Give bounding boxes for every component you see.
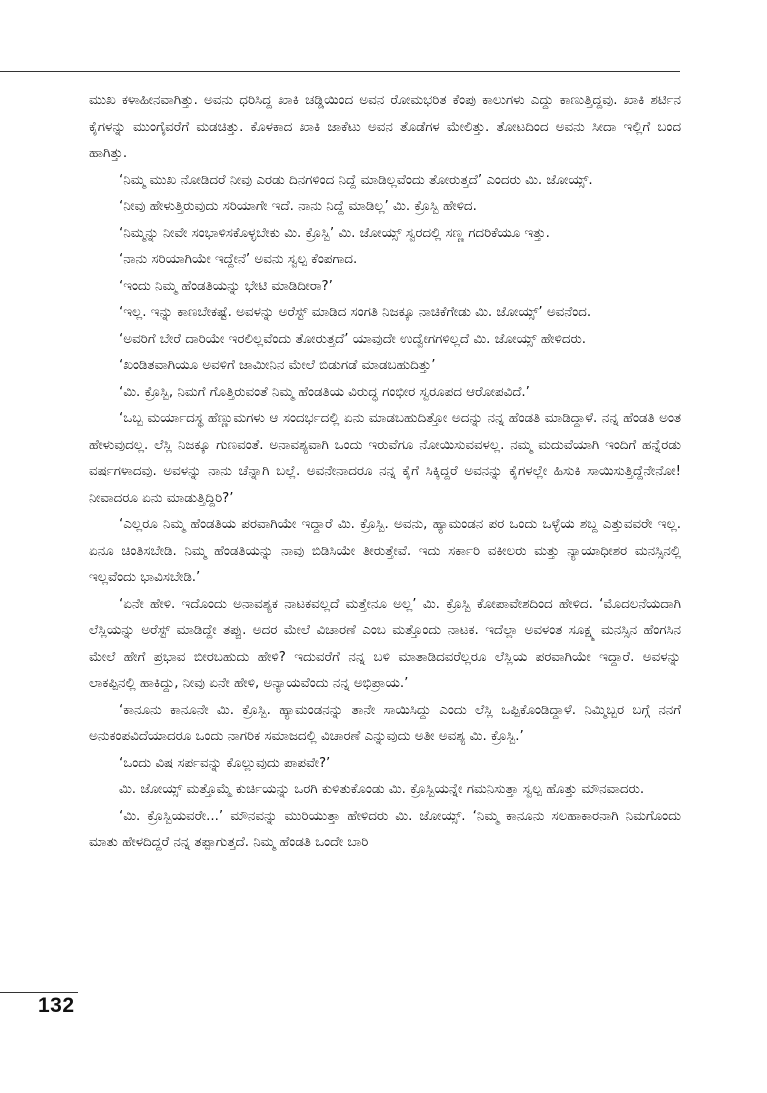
paragraph: ‘ಕಾನೂನು ಕಾನೂನೇ ಮಿ. ಕ್ರೊಸ್ಬಿ. ಹ್ಯಾಮಂಡನನ್ನು ತಾನೇ ಸಾಯಿಸಿದ್ದು ಎಂದು ಲೆಸ್ಲಿ ಒಪ್ಪಿಕೊಂಡಿದ್ದಾಳೆ. ನಿಮ್ಮಿಬ್ಬರ ಬಗ್ಗೆ ನನಗೆ ಅನುಕಂಪವಿದೆಯಾದರೂ ಒಂದು ನಾಗರಿಕ ಸಮಾಜದಲ್ಲಿ ವಿಚಾರಣೆ ಎನ್ನುವುದು ಅತೀ ಅವಶ್ಯ ಮಿ. ಕ್ರೊಸ್ಬಿ.’	[89, 702, 681, 744]
paragraph: ‘ಮಿ. ಕ್ರೊಸ್ಬಿಯವರೇ...’ ಮೌನವನ್ನು ಮುರಿಯುತ್ತಾ ಹೇಳಿದರು ಮಿ. ಜೋಯ್ಸ್. ‘ನಿಮ್ಮ ಕಾನೂನು ಸಲಹಾಕಾರನಾಗಿ ನಿಮಗೊಂದು ಮಾತು ಹೇಳದಿದ್ದರೆ ನನ್ನ ತಪ್ಪಾಗುತ್ತದೆ. ನಿಮ್ಮ ಹೆಂಡತಿ ಒಂದೇ ಬಾರಿ	[89, 808, 681, 850]
paragraph: ‘ನಿಮ್ಮ ಮುಖ ನೋಡಿದರೆ ನೀವು ಎರಡು ದಿನಗಳಿಂದ ನಿದ್ದೆ ಮಾಡಿಲ್ಲವೆಂದು ತೋರುತ್ತದೆ’ ಎಂದರು ಮಿ. ಜೋಯ್ಸ್.	[119, 172, 593, 188]
paragraph: ‘ಖಂಡಿತವಾಗಿಯೂ ಅವಳಿಗೆ ಜಾಮೀನಿನ ಮೇಲೆ ಬಿಡುಗಡೆ ಮಾಡಬಹುದಿತ್ತು’	[119, 358, 436, 373]
footer-rule	[0, 992, 78, 993]
paragraph: ‘ಎಲ್ಲರೂ ನಿಮ್ಮ ಹೆಂಡತಿಯ ಪರವಾಗಿಯೇ ಇದ್ದಾರೆ ಮಿ. ಕ್ರೊಸ್ಬಿ. ಅವನು, ಹ್ಯಾಮಂಡನ ಪರ ಒಂದು ಒಳ್ಳೆಯ ಶಬ್ದ ಎತ್ತುವವರೇ ಇಲ್ಲ. ಏನೂ ಚಿಂತಿಸಬೇಡಿ. ನಿಮ್ಮ ಹೆಂಡತಿಯನ್ನು ನಾವು ಬಿಡಿಸಿಯೇ ತೀರುತ್ತೇವೆ. ಇದು ಸರ್ಕಾರಿ ವಕೀಲರು ಮತ್ತು ನ್ಯಾಯಾಧೀಶರ ಮನಸ್ಸಿನಲ್ಲಿ ಇಲ್ಲವೆಂದು ಭಾವಿಸಬೇಡಿ.’	[89, 517, 681, 585]
paragraph: ಮುಖ ಕಳಾಹೀನವಾಗಿತ್ತು. ಅವನು ಧರಿಸಿದ್ದ ಖಾಕಿ ಚಡ್ಡಿಯಿಂದ ಅವನ ರೋಮಭರಿತ ಕೆಂಪು ಕಾಲುಗಳು ಎದ್ದು ಕಾಣುತ್ತಿದ್ದವು. ಖಾಕಿ ಶರ್ಟಿನ ಕೈಗಳನ್ನು ಮುಂಗೈವರೆಗೆ ಮಡಚಿತ್ತು. ಕೊಳಕಾದ ಖಾಕಿ ಜಾಕೆಟು ಅವನ ತೊಡೆಗಳ ಮೇಲಿತ್ತು. ತೋಟದಿಂದ ಅವನು ಸೀದಾ ಇಲ್ಲಿಗೆ ಬಂದ ಹಾಗಿತ್ತು.	[89, 93, 681, 161]
paragraph: ಮಿ. ಜೋಯ್ಸ್ ಮತ್ತೊಮ್ಮೆ ಕುರ್ಚಿಯನ್ನು ಒರಗಿ ಕುಳಿತುಕೊಂಡು ಮಿ. ಕ್ರೊಸ್ಬಿಯನ್ನೇ ಗಮನಿಸುತ್ತಾ ಸ್ವಲ್ಪ ಹೊತ್ತು ಮೌನವಾದರು.	[119, 782, 645, 797]
paragraph: ‘ನಾನು ಸರಿಯಾಗಿಯೇ ಇದ್ದೇನೆ’ ಅವನು ಸ್ವಲ್ಪ ಕೆಂಪಗಾದ.	[119, 252, 358, 267]
paragraph: ‘ಒಂದು ವಿಷ ಸರ್ಪವನ್ನು ಕೊಲ್ಲುವುದು ಪಾಪವೇ?’	[119, 755, 331, 771]
paragraph: ‘ಒಬ್ಬ ಮರ್ಯಾದಸ್ಥ ಹೆಣ್ಣುಮಗಳು ಆ ಸಂದರ್ಭದಲ್ಲಿ ಏನು ಮಾಡಬಹುದಿತ್ತೋ ಅದನ್ನು ನನ್ನ ಹೆಂಡತಿ ಮಾಡಿದ್ದಾಳೆ. ನನ್ನ ಹೆಂಡತಿ ಅಂತ ಹೇಳುವುದಲ್ಲ. ಲೆಸ್ಲಿ ನಿಜಕ್ಕೂ ಗುಣವಂತೆ. ಅನಾವಶ್ಯವಾಗಿ ಒಂದು ಇರುವೆಗೂ ನೋಯಿಸುವವಳಲ್ಲ. ನಮ್ಮ ಮದುವೆಯಾಗಿ ಇಂದಿಗೆ ಹನ್ನೆರಡು ವರ್ಷಗಳಾದವು. ಅವಳನ್ನು ನಾನು ಚೆನ್ನಾಗಿ ಬಲ್ಲೆ. ಅವನೇನಾದರೂ ನನ್ನ ಕೈಗೆ ಸಿಕ್ಕಿದ್ದರೆ ಅವನನ್ನು ಕೈಗಳಲ್ಲೇ ಹಿಸುಕಿ ಸಾಯಿಸುತ್ತಿದ್ದೆನೇನೋ! ನೀವಾದರೂ ಏನು ಮಾಡುತ್ತಿದ್ದಿರಿ?’	[89, 411, 681, 506]
paragraph: ‘ನಿಮ್ಮನ್ನು ನೀವೇ ಸಂಭಾಳಿಸಕೊಳ್ಳಬೇಕು ಮಿ. ಕ್ರೊಸ್ಬಿ’ ಮಿ. ಜೋಯ್ಸ್ ಸ್ವರದಲ್ಲಿ ಸಣ್ಣ ಗದರಿಕೆಯೂ ಇತ್ತು.	[119, 225, 550, 241]
body-text	[89, 88, 681, 988]
paragraph: ‘ಮಿ. ಕ್ರೊಸ್ಬಿ, ನಿಮಗೆ ಗೊತ್ತಿರುವಂತೆ ನಿಮ್ಮ ಹೆಂಡತಿಯ ವಿರುದ್ಧ ಗಂಭೀರ ಸ್ವರೂಪದ ಆರೋಪವಿದೆ.’	[119, 384, 530, 400]
page-number: 132	[38, 994, 75, 1017]
header-rule	[0, 71, 680, 72]
paragraph: ‘ಇಲ್ಲ. ಇನ್ನು ಕಾಣಬೇಕಷ್ಟೆ. ಅವಳನ್ನು ಅರೆಸ್ಟ್ ಮಾಡಿದ ಸಂಗತಿ ನಿಜಕ್ಕೂ ನಾಚಿಕೆಗೇಡು ಮಿ. ಜೋಯ್ಸ್’ ಅವನೆಂದ.	[119, 305, 592, 320]
paragraph: ‘ನೀವು ಹೇಳುತ್ತಿರುವುದು ಸರಿಯಾಗೇ ಇದೆ. ನಾನು ನಿದ್ದೆ ಮಾಡಿಲ್ಲ’ ಮಿ. ಕ್ರೊಸ್ಬಿ ಹೇಳಿದ.	[119, 199, 477, 214]
paragraph: ‘ಏನೇ ಹೇಳಿ. ಇದೊಂದು ಅನಾವಶ್ಯಕ ನಾಟಕವಲ್ಲದೆ ಮತ್ತೇನೂ ಅಲ್ಲ’ ಮಿ. ಕ್ರೊಸ್ಬಿ ಕೋಪಾವೇಶದಿಂದ ಹೇಳಿದ. ‘ಮೊದಲನೆಯದಾಗಿ ಲೆಸ್ಲಿಯನ್ನು ಅರೆಸ್ಟ್ ಮಾಡಿದ್ದೇ ತಪ್ಪು. ಅದರ ಮೇಲೆ ವಿಚಾರಣೆ ಎಂಬ ಮತ್ತೊಂದು ನಾಟಕ. ಇದೆಲ್ಲಾ ಅವಳಂತ ಸೂಕ್ಷ್ಮ ಮನಸ್ಸಿನ ಹೆಂಗಸಿನ ಮೇಲೆ ಹೇಗೆ ಪ್ರಭಾವ ಬೀರಬಹುದು ಹೇಳಿ? ಇದುವರೆಗೆ ನನ್ನ ಬಳಿ ಮಾತಾಡಿದವರೆಲ್ಲರೂ ಲೆಸ್ಲಿಯ ಪರವಾಗಿಯೇ ಇದ್ದಾರೆ. ಅವಳನ್ನು ಲಾಕಪ್ಪಿನಲ್ಲಿ ಹಾಕಿದ್ದು, ನೀವು ಏನೇ ಹೇಳಿ, ಅನ್ಯಾಯವೆಂದು ನನ್ನ ಅಭಿಪ್ರಾಯ.’	[89, 596, 681, 691]
paragraph: ‘ಇಂದು ನಿಮ್ಮ ಹೆಂಡತಿಯನ್ನು ಭೇಟಿ ಮಾಡಿದೀರಾ?’	[119, 278, 333, 294]
paragraph: ‘ಅವರಿಗೆ ಬೇರೆ ದಾರಿಯೇ ಇರಲಿಲ್ಲವೆಂದು ತೋರುತ್ತದೆ’ ಯಾವುದೇ ಉದ್ವೇಗಗಳಿಲ್ಲದೆ ಮಿ. ಜೋಯ್ಸ್ ಹೇಳಿದರು.	[119, 331, 587, 347]
